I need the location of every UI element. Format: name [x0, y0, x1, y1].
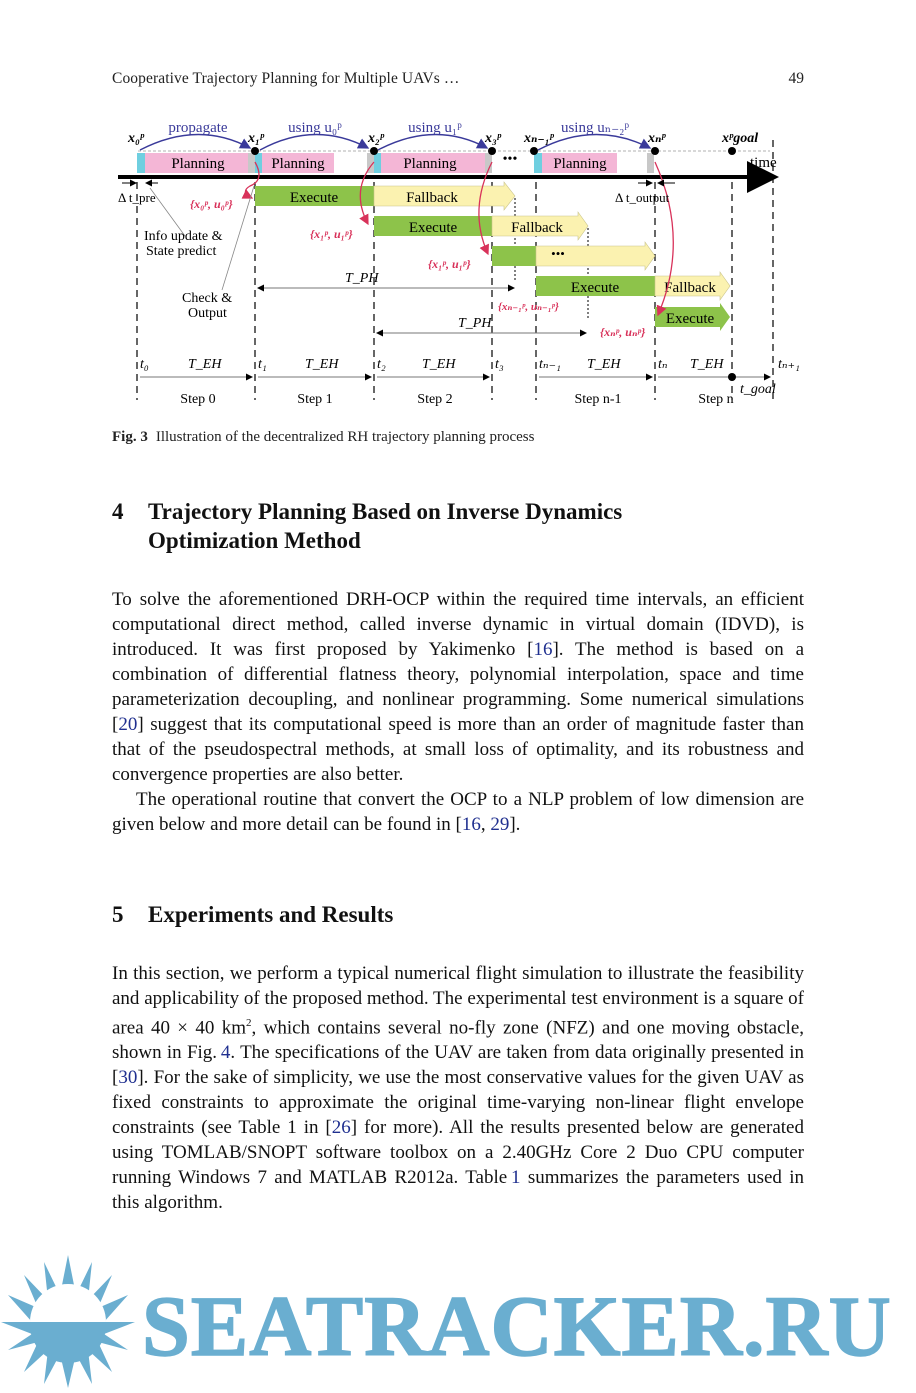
step-timeline [140, 357, 800, 407]
svg-text:T_EH: T_EH [690, 357, 724, 372]
pair-xn-un: {xₙᵖ, uₙᵖ} [600, 325, 646, 339]
state-predict-label: State predict [146, 244, 217, 259]
delta-pre [118, 183, 158, 205]
section-title-line2: Optimization Method [148, 528, 361, 553]
svg-text:t₃: t₃ [495, 357, 504, 372]
fallback-label: Fallback [511, 220, 563, 236]
node-x1: x₁ᵖ [248, 131, 265, 146]
step-0: Step 0 [180, 392, 216, 407]
citation-link[interactable]: 29 [490, 814, 510, 835]
planning-label: Planning [171, 156, 225, 172]
svg-text:T_PH: T_PH [458, 316, 492, 331]
watermark [0, 1250, 916, 1388]
citation-link[interactable]: 26 [331, 1117, 351, 1139]
step-2: Step 2 [417, 392, 453, 407]
svg-text:tₙ₋₁: tₙ₋₁ [539, 357, 561, 372]
time-axis-label: time [750, 155, 777, 171]
execute-label: Execute [665, 311, 715, 327]
label-propagate: propagate [168, 120, 228, 136]
pair-x1-u1-b: {x₁ᵖ, u₁ᵖ} [428, 257, 471, 271]
step-n-1: Step n-1 [574, 392, 622, 407]
label-using-u1: using u₁ᵖ [408, 120, 462, 136]
planning-label: Planning [553, 156, 607, 172]
svg-text:tₙ: tₙ [658, 357, 668, 372]
execute-label: Execute [408, 220, 458, 236]
check-label: Check & [182, 291, 233, 306]
citation-link[interactable]: 16 [533, 639, 553, 660]
section-title: Experiments and Results [148, 902, 394, 927]
figure-link[interactable]: 4 [220, 1042, 231, 1064]
svg-text:t₂: t₂ [377, 357, 386, 372]
sun-logo-icon [1, 1255, 135, 1388]
citation-link[interactable]: 20 [118, 714, 138, 735]
svg-text:T_EH: T_EH [422, 357, 456, 372]
table-link[interactable]: 1 [511, 1167, 521, 1189]
svg-text:t_goal: t_goal [740, 382, 776, 397]
svg-text:t₁: t₁ [258, 357, 267, 372]
fallback-label: Fallback [664, 280, 716, 296]
output-label: Output [188, 306, 227, 321]
svg-text:tₙ₊₁: tₙ₊₁ [778, 357, 800, 372]
section-4-body [112, 587, 804, 837]
watermark-text: SEATRACKER.RU [142, 1278, 892, 1374]
svg-text:T_PH: T_PH [345, 271, 379, 286]
delta-output [615, 183, 675, 205]
svg-text:T_EH: T_EH [305, 357, 339, 372]
page-number: 49 [788, 70, 804, 87]
node-x2: x₂ᵖ [368, 131, 385, 146]
step-n: Step n [698, 392, 734, 407]
info-update-label: Info update & [144, 229, 223, 244]
planning-label: Planning [403, 156, 457, 172]
section-5-body [112, 961, 804, 1215]
svg-text:Δ t_output: Δ t_output [615, 190, 670, 205]
pair-x0-u0: {x₀ᵖ, u₀ᵖ} [190, 197, 233, 211]
planning-row [137, 152, 654, 173]
node-x0: x₀ᵖ [128, 131, 145, 146]
svg-text:T_EH: T_EH [587, 357, 621, 372]
running-head [112, 70, 804, 94]
svg-text:Δ t_pre: Δ t_pre [118, 190, 156, 205]
execute-label: Execute [570, 280, 620, 296]
planning-label: Planning [271, 156, 325, 172]
svg-text:t₀: t₀ [140, 357, 149, 372]
section-number: 4 [112, 499, 124, 524]
label-using-u0: using u₀ᵖ [288, 120, 342, 136]
paragraph: In this section, we perform a typical numerical flight simulation to illustrate the feasibility and applicability of the proposed method. The experimental test environment is a square of area 40 × 40 $km^2$, which contains several no-fly zone (NFZ) and one moving obstacle, shown in Fig. 4. The specifications of the UAV are taken from data originally presented in [30]. For the sake of simplicity, we use the most conservative values for the given UAV as fixed constraints to approximate the original time-varying non-linear flight envelope constraints (see Table 1 in [26] for more). All the results presented below are generated using TOMLAB/SNOPT software toolbox on a 2.40GHz Core 2 Duo CPU computer running Windows 7 and MATLAB R2012a. Table 1 summarizes the parameters used in this algorithm. [112, 963, 804, 1214]
svg-text:T_EH: T_EH [188, 357, 222, 372]
running-head-title: Cooperative Trajectory Planning for Multiple UAVs … [112, 70, 460, 87]
ellipsis: ••• [551, 246, 565, 261]
caption-text: Illustration of the decentralized RH trajectory planning process [155, 429, 535, 445]
paragraph: To solve the aforementioned DRH-OCP within the required time intervals, an efficient computational direct method, called inverse dynamic in virtual domain (IDVD), is introduced. It was first proposed by Yakimenko [16]. The method is based on a combination of differential flatness theory, polynomial interpolation, space and time parameterization decoupling, and nonlinear programming. Some numerical simulations [20] suggest that its computational speed is more than an order of magnitude faster than that of the pseudospectral methods, at small loss of optimality, and its robustness and convergence properties are also better. [112, 589, 804, 785]
citation-link[interactable]: 16 [461, 814, 481, 835]
fallback-label: Fallback [406, 190, 458, 206]
section-title-line1: Trajectory Planning Based on Inverse Dynamics [148, 499, 623, 524]
node-xn-1: xₙ₋₁ᵖ [524, 131, 554, 146]
execute-label: Execute [289, 190, 339, 206]
section-number: 5 [112, 902, 124, 927]
paragraph: The operational routine that convert the OCP to a NLP problem of low dimension are given below and more detail can be found in [16, 29]. [112, 789, 804, 835]
node-xgoal: xᵖgoal [722, 131, 759, 146]
label-using-un2: using uₙ₋₂ᵖ [560, 120, 630, 136]
citation-link[interactable]: 30 [118, 1067, 138, 1089]
node-xn: xₙᵖ [648, 131, 666, 146]
pair-x1-u1: {x₁ᵖ, u₁ᵖ} [310, 227, 353, 241]
figure-caption [112, 429, 534, 446]
propagate-arcs [140, 134, 650, 150]
step-1: Step 1 [297, 392, 333, 407]
pair-xn1-un1: {xₙ₋₁ᵖ, uₙ₋₁ᵖ} [498, 301, 559, 313]
figure-3-diagram [110, 110, 810, 420]
planning-ellipsis: ••• [502, 152, 518, 167]
node-x3: x₃ᵖ [485, 131, 502, 146]
caption-label: Fig. 3 [112, 429, 148, 445]
